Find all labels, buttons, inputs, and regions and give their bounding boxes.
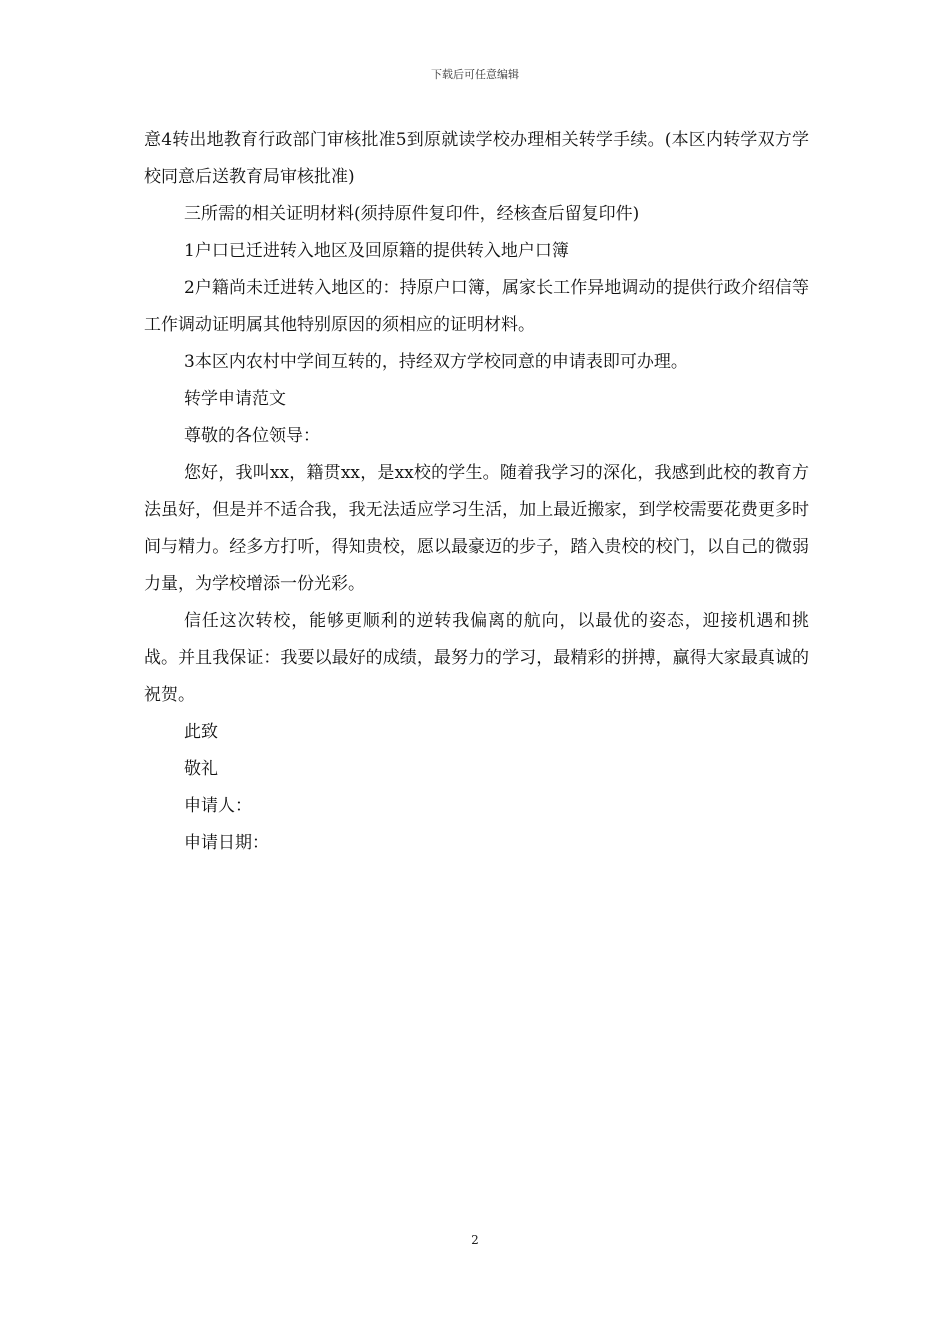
closing-line-1: 此致 [184, 722, 218, 742]
letter-body-2: 信任这次转校，能够更顺利的逆转我偏离的航向，以最优的姿态，迎接机遇和挑战。并且我保证：我要以最好的成绩，最努力的学习，最精彩的拼搏，赢得大家最真诚的祝贺。 [144, 611, 809, 705]
paragraph-item-1: 1户口已迁进转入地区及回原籍的提供转入地户口簿 [184, 241, 569, 261]
paragraph-item-3: 3本区内农村中学间互转的，持经双方学校同意的申请表即可办理。 [184, 352, 688, 372]
closing-line-2: 敬礼 [184, 759, 218, 779]
section-title: 转学申请范文 [184, 389, 286, 409]
letter-body-1: 您好，我叫xx，籍贯xx，是xx校的学生。随着我学习的深化，我感到此校的教育方法虽好，但是并不适合我，我无法适应学习生活，加上最近搬家，到学校需要花费更多时间与精力。经多方打听，得知贵校，愿以最豪迈的步子，踏入贵校的校门，以自己的微弱力量，为学校增添一份光彩。 [144, 463, 809, 594]
salutation: 尊敬的各位领导： [184, 426, 320, 446]
application-date-label: 申请日期： [184, 833, 269, 853]
applicant-label: 申请人： [184, 796, 252, 816]
paragraph-item-2: 2户籍尚未迁进转入地区的：持原户口簿，属家长工作异地调动的提供行政介绍信等工作调动证明属其他特别原因的须相应的证明材料。 [144, 278, 809, 335]
paragraph-transfer-steps: 意4转出地教育行政部门审核批准5到原就读学校办理相关转学手续。(本区内转学双方学校同意后送教育局审核批准) [144, 130, 809, 187]
paragraph-required-materials: 三所需的相关证明材料(须持原件复印件，经核查后留复印件) [184, 204, 640, 224]
document-body [144, 122, 809, 862]
page-number: 2 [471, 1233, 479, 1247]
header-note: 下载后可任意编辑 [431, 68, 519, 81]
